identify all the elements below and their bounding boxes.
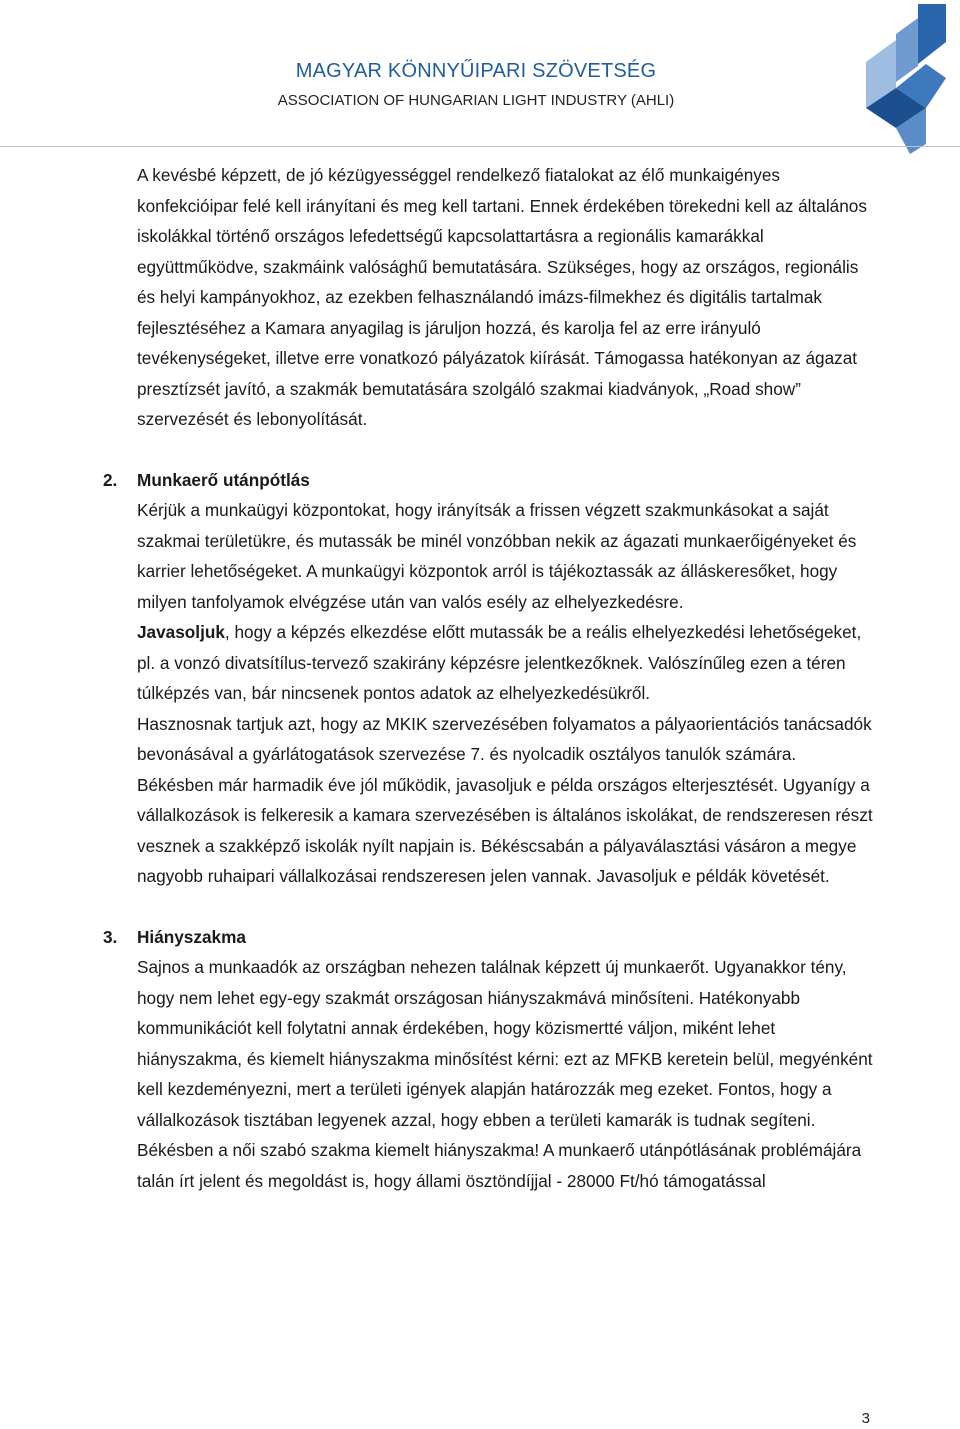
- section-number: 3.: [103, 926, 118, 947]
- section-paragraph: Kérjük a munkaügyi központokat, hogy irányítsák a frissen végzett szakmunkásokat a saját szakmai területükre, és mutassák be minél vonzóbban nekik az ágazati munkaerőigényeket és karrier lehetőségeket. A munkaügyi központok arról is tájékoztassák az álláskeresőket, hogy milyen tanfolyamok elvégzése után van valós esély az elhelyezkedésre.: [137, 500, 857, 612]
- paragraph-text: , hogy a képzés elkezdése előtt mutassák be a reális elhelyezkedési lehetőségeket, pl. a vonzó divatsítílus-tervező szakirány képzésre jelentkezőknek. Valószínűleg ezen a téren túlképzés van, bár nincsenek pontos adatok az elhelyezkedésükről.: [137, 622, 862, 703]
- section-workforce: [103, 465, 877, 892]
- section-title: Hiányszakma: [137, 926, 246, 947]
- section-shortage: [103, 922, 877, 1197]
- section-title: Munkaerő utánpótlás: [137, 469, 310, 490]
- section-paragraph: Hasznosnak tartjuk azt, hogy az MKIK szervezésében folyamatos a pályaorientációs tanácsadók bevonásával a gyárlátogatások szervezése 7. és nyolcadik osztályos tanulók számára. Békésben már harmadik éve jól működik, javasoljuk e példa országos elterjesztését. Ugyanígy a vállalkozások is felkeresik a kamara szervezésében is általános iskolákat, de rendszeresen részt vesznek a szakképző iskolák nyílt napjain is. Békéscsabán a pályaválasztási vásáron a megye nagyobb ruhaipari vállalkozásai rendszeresen jelen vannak. Javasoljuk e példák követését.: [137, 713, 873, 886]
- header-divider: [0, 146, 960, 147]
- org-name: MAGYAR KÖNNYŰIPARI SZÖVETSÉG: [295, 60, 657, 82]
- emphasis-text: Javasoljuk: [137, 622, 225, 642]
- section-paragraph: Sajnos a munkaadók az országban nehezen találnak képzett új munkaerőt. Ugyanakkor tény, hogy nem lehet egy-egy szakmát országosan hiányszakmává minősíteni. Hatékonyabb kommunikációt kell folytatni annak érdekében, hogy közismertté váljon, miként lehet hiányszakma, és kiemelt hiányszakma minősítést kérni: ezt az MFKB keretein belül, megyénként kell kezdeményezni, mert a területi igények alapján határozzák meg ezeket. Fontos, hogy a vállalkozások tisztában legyenek azzal, hogy ebben a területi kamarák is tudnak segíteni. Békésben a női szabó szakma kiemelt hiányszakma! A munkaerő utánpótlásának problémájára talán írt jelent és megoldást is, hogy állami ösztöndíjjal - 28000 Ft/hó támogatással: [137, 957, 873, 1191]
- intro-paragraph: A kevésbé képzett, de jó kézügyességgel rendelkező fiatalokat az élő munkaigényes konfekcióipar felé kell irányítani és meg kell tartani. Ennek érdekében törekedni kell az általános iskolákkal történő országos lefedettségű kapcsolattartásra a regionális kamarákkal együttműködve, szakmáink valósághű bemutatására. Szükséges, hogy az országos, regionális és helyi kampányokhoz, az ezekben felhasználandó imázs-filmekhez és digitális tartalmak fejlesztéséhez a Kamara anyagilag is járuljon hozzá, és karolja fel az erre irányuló tevékenységeket, illetve erre vonatkozó pályázatok kiírását. Támogassa hatékonyan az ágazat presztízsét javító, a szakmák bemutatására szolgáló szakmai kiadványok, „Road show” szervezését és lebonyolítását.: [137, 165, 867, 429]
- org-subtitle: ASSOCIATION OF HUNGARIAN LIGHT INDUSTRY (AHLI): [277, 92, 675, 109]
- page-header: [0, 0, 960, 150]
- ahli-logo-icon: [826, 4, 946, 154]
- document-body: [103, 160, 877, 1196]
- page-number: 3: [861, 1410, 870, 1427]
- section-number: 2.: [103, 469, 118, 490]
- section-paragraph: [137, 617, 877, 709]
